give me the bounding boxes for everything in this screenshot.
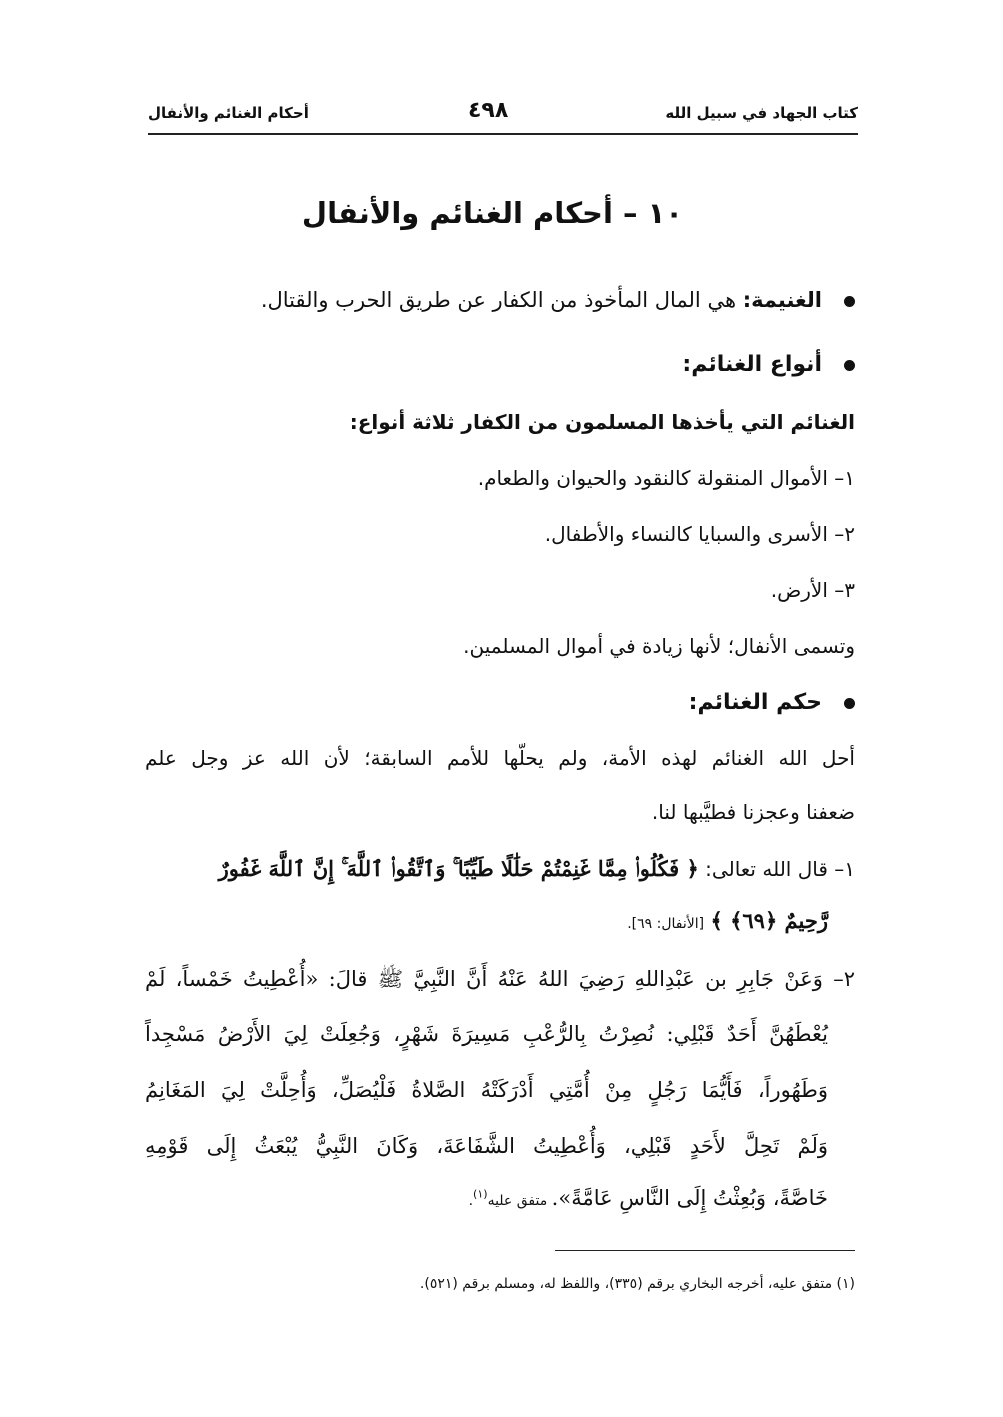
- quran-verse-part-1: ﴿ فَكُلُوا۟ مِمَّا غَنِمْتُمْ حَلَٰلًا طَيِّبًا ۚ وَٱتَّقُوا۟ ٱللَّهَ ۚ إِنَّ ٱللَّهَ غَفُورٌ: [218, 856, 699, 881]
- hadith-line-5: [469, 1186, 828, 1210]
- types-heading-bullet: [682, 352, 855, 377]
- type-item-1: ١– الأموال المنقولة كالنقود والحيوان والطعام.: [477, 466, 855, 490]
- ruling-heading-bullet: [689, 690, 855, 715]
- definition-bullet: [261, 288, 855, 312]
- evidence-1-prefix: ١– قال الله تعالى:: [698, 857, 855, 881]
- types-heading: أنواع الغنائم:: [682, 352, 822, 377]
- page-number: ٤٩٨: [468, 98, 509, 123]
- ruling-paragraph-line-1: أحل الله الغنائم لهذه الأمة، ولم يحلّها للأمم السابقة؛ لأن الله عز وجل علم: [145, 746, 855, 770]
- ruling-heading: حكم الغنائم:: [688, 690, 822, 715]
- hadith-last-text: خَاصَّةً، وَبُعِثْتُ إِلَى النَّاسِ عَامَّةً».: [551, 1186, 828, 1210]
- hadith-source: متفق عليه: [487, 1193, 552, 1209]
- footnote-divider: [555, 1250, 855, 1251]
- chapter-title: أحكام الغنائم والأنفال: [148, 104, 309, 122]
- anfal-note: وتسمى الأنفال؛ لأنها زيادة في أموال المسلمين.: [463, 634, 855, 658]
- definition-text: هي المال المأخوذ من الكفار عن طريق الحرب والقتال.: [260, 288, 743, 312]
- running-header: [148, 98, 858, 138]
- hadith-end: .: [468, 1193, 474, 1209]
- quran-verse-part-2: رَّحِيمٌ ﴿٦٩﴾ ﴾: [710, 908, 828, 933]
- footnote: (١) متفق عليه، أخرجه البخاري برقم (٣٣٥)، واللفظ له، ومسلم برقم (٥٢١).: [419, 1276, 855, 1292]
- footnote-marker[interactable]: (١): [473, 1187, 488, 1201]
- type-item-3: ٣– الأرض.: [770, 578, 855, 602]
- type-item-2: ٢– الأسرى والسبايا كالنساء والأطفال.: [544, 522, 855, 546]
- header-divider: [148, 133, 858, 135]
- hadith-line-1: ٢– وَعَنْ جَابِرِ بن عَبْدِاللهِ رَضِيَ اللهُ عَنْهُ أَنَّ النَّبِيَّ ﷺ قالَ: «أُعْطِيتُ خَمْساً، لَمْ: [145, 967, 855, 991]
- section-title: ١٠ – أحكام الغنائم والأنفال: [301, 196, 683, 230]
- ruling-paragraph-line-2: ضعفنا وعجزنا فطيَّبها لنا.: [651, 800, 855, 824]
- book-title: كتاب الجهاد في سبيل الله: [665, 104, 858, 122]
- hadith-line-4: وَلَمْ تَحِلَّ لأَحَدٍ قَبْلِي، وَأُعْطِيتُ الشَّفَاعَةَ، وَكَانَ النَّبِيُّ يُبْعَثُ إِلَى قَوْمِهِ: [145, 1134, 828, 1158]
- evidence-1-line-2: [627, 908, 828, 933]
- bullet-icon: [844, 296, 855, 307]
- bullet-icon: [844, 698, 855, 709]
- quran-reference: [الأنفال: ٦٩].: [627, 916, 705, 932]
- bullet-icon: [844, 360, 855, 371]
- definition-term: الغنيمة:: [742, 288, 822, 312]
- evidence-1-line-1: [219, 856, 855, 882]
- hadith-line-2: يُعْطَهُنَّ أَحَدٌ قَبْلِي: نُصِرْتُ بِالرُّعْبِ مَسِيرَةَ شَهْرٍ، وَجُعِلَتْ لِيَ الأَرْضُ مَسْجِداً: [145, 1022, 828, 1046]
- types-intro: الغنائم التي يأخذها المسلمون من الكفار ثلاثة أنواع:: [349, 410, 855, 434]
- hadith-line-3: وَطَهُوراً، فَأَيُّمَا رَجُلٍ مِنْ أُمَّتِي أَدْرَكَتْهُ الصَّلاةُ فَلْيُصَلِّ، وَأُحِلَّتْ لِيَ المَغَانِمُ: [145, 1078, 828, 1102]
